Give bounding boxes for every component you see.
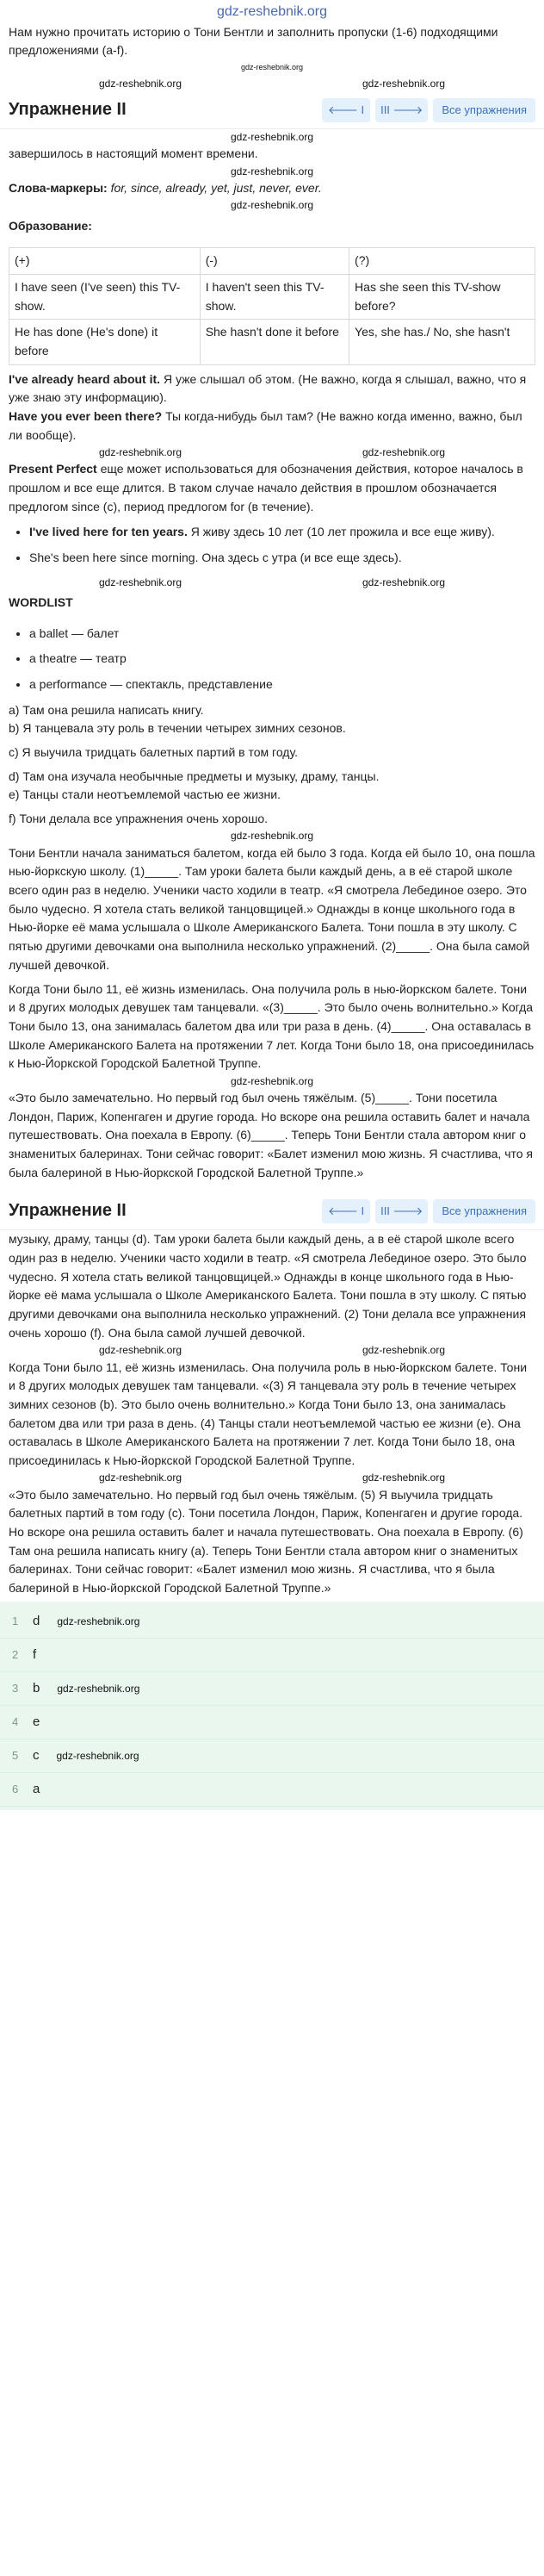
- translation-paragraph-1: музыку, драму, танцы (d). Там уроки балета были каждый день, а в её старой школе всего один раз в неделю. Ученики часто ходили в театр. «Я смотрела Лебединое озеро. Это было чудесно. Я хотела стать великой танцовщицей.» Однажды в конце школьного года в Нью-йорке её мама услышала о Школе Американского Балета. Тони пошла в эту школу. С пятью другими девочками она выполнила несколько упражнений. (2) Тони делала все упражнения очень хорошо (f). Она была самой лучшей девочкой.: [9, 1232, 527, 1340]
- answer-number: 5: [12, 1748, 19, 1762]
- translation-paragraph-2: Когда Тони было 11, её жизнь изменилась. Она получила роль в нью-йоркском балете. Тони и 8 других молодых девушек там танцевали. «(3) Я танцевала эту роль в течение четырех зимних сезонов (b). Это было очень волнительно.» Когда Тони было 13, она занималась балетом два или три раза в день. (4) Танцы стали неотъемлемой частью ее жизни (e). Она оставалась в Школе Американского Балета на протяжении 7 лет. Когда Тони было 18, она присоединилась к Нью-йоркской Городской Балетной Труппе.: [9, 1360, 528, 1467]
- watermark: gdz-reshebnik.org: [57, 1682, 140, 1695]
- table-header-cell: (?): [349, 248, 535, 275]
- answer-number: 3: [12, 1681, 19, 1695]
- wordlist-label: WORDLIST: [9, 594, 73, 609]
- table-row: [9, 320, 535, 364]
- option-c: c) Я выучила тридцать балетных партий в том году.: [9, 744, 298, 759]
- answer-number: 6: [12, 1782, 19, 1795]
- examples-list: [0, 523, 544, 567]
- answer-number: 2: [12, 1647, 19, 1661]
- answer-number: 4: [12, 1714, 19, 1728]
- prev-exercise-button[interactable]: 🡐 I: [322, 1199, 370, 1223]
- formation-label: Образование:: [9, 218, 92, 233]
- pp-bold: Present Perfect: [9, 462, 97, 476]
- watermark: gdz-reshebnik.org: [230, 165, 314, 177]
- bullet-1-text: Я живу здесь 10 лет (10 лет прожила и все еще живу).: [187, 525, 495, 539]
- table-cell: Has she seen this TV-show before?: [349, 274, 535, 319]
- answer-value: b: [33, 1681, 40, 1696]
- bullet-1-bold: I've lived here for ten years.: [29, 525, 188, 539]
- watermark: gdz-reshebnik.org: [362, 576, 446, 588]
- answer-value: a: [33, 1782, 40, 1797]
- watermark: gdz-reshebnik.org: [362, 446, 446, 459]
- option-b: b) Я танцевала эту роль в течении четырех зимних сезонов.: [9, 721, 346, 736]
- grammar-table: [9, 247, 535, 364]
- answer-row: [0, 1739, 544, 1773]
- all-exercises-button[interactable]: Все упражнения: [433, 98, 535, 122]
- exercise-nav: [322, 1199, 535, 1223]
- table-cell: She hasn't done it before: [200, 320, 349, 364]
- watermark: gdz-reshebnik.org: [230, 199, 314, 212]
- example-1: [0, 370, 544, 408]
- watermark: gdz-reshebnik.org: [98, 446, 182, 459]
- exercise-title: Упражнение II: [9, 1201, 127, 1221]
- all-exercises-button[interactable]: Все упражнения: [433, 1199, 535, 1223]
- intro-text: Нам нужно прочитать историю о Тони Бентли и заполнить пропуски (1-6) подходящими предложениями (a-f).: [9, 24, 498, 58]
- watermark: gdz-reshebnik.org: [230, 130, 314, 143]
- watermark: gdz-reshebnik.org: [362, 77, 446, 90]
- answer-row: [0, 1773, 544, 1807]
- option-f: f) Тони делала все упражнения очень хорошо.: [9, 812, 269, 826]
- pp-text: еще может использоваться для обозначения действия, которое началось в прошлом и все еще длится. В таком случае начало действия в прошлом обозначается предлогом since (с), период предлогом for (в течение).: [9, 462, 523, 513]
- present-perfect-paragraph: [0, 460, 544, 516]
- prev-exercise-button[interactable]: 🡐 I: [322, 98, 370, 122]
- list-item: • a theatre — театр: [29, 650, 535, 669]
- answer-row: [0, 1639, 544, 1672]
- watermark: gdz-reshebnik.org: [56, 1749, 139, 1762]
- exercise-header: [0, 91, 544, 129]
- answer-value: d: [33, 1614, 40, 1629]
- watermark: gdz-reshebnik.org: [240, 63, 304, 72]
- watermark: gdz-reshebnik.org: [98, 576, 182, 588]
- answer-number: 1: [12, 1614, 19, 1627]
- watermark: gdz-reshebnik.org: [362, 1472, 446, 1484]
- answer-row: [0, 1605, 544, 1639]
- table-cell: He has done (He's done) it before: [9, 320, 201, 364]
- watermark: gdz-reshebnik.org: [230, 1074, 314, 1087]
- table-cell: I haven't seen this TV-show.: [200, 274, 349, 319]
- watermark: gdz-reshebnik.org: [230, 830, 314, 843]
- markers-text: for, since, already, yet, just, never, ever.: [107, 180, 322, 195]
- grammar-line: завершилось в настоящий момент времени.: [9, 146, 258, 161]
- option-e: e) Танцы стали неотъемлемой частью ее жизни.: [9, 787, 281, 802]
- translation-paragraph-3: «Это было замечательно. Но первый год был очень тяжёлым. (5) Я выучила тридцать балетных партий в том году (c). Тони посетила Лондон, Париж, Копенгаген и другие города. Но вскоре она решила оставить балет и начала путешествовать. Она поехала в Европу. (6) Там она решила написать книгу (a). Теперь Тони Бентли стала автором книг о знаменитых балеринах. Тони сейчас говорит: «Балет изменил мою жизнь. Я счастлива, что я была балериной в Нью-йоркской Городской Балетной Труппе.»: [9, 1487, 523, 1596]
- example-2-bold: Have you ever been there?: [9, 409, 163, 424]
- example-2-text: Ты когда-нибудь был там? (Не важно когда именно, важно, был ли вообще).: [9, 409, 522, 442]
- answers-panel: [0, 1602, 544, 1810]
- markers-label: Слова-маркеры:: [9, 180, 108, 195]
- wordlist: [0, 625, 544, 694]
- markers-line: [0, 179, 544, 198]
- watermark: gdz-reshebnik.org: [98, 1344, 182, 1357]
- answer-row: [0, 1672, 544, 1706]
- list-item: • a ballet — балет: [29, 625, 535, 644]
- table-header-cell: (-): [200, 248, 349, 275]
- option-a: a) Там она решила написать книгу.: [9, 702, 204, 717]
- answer-value: c: [33, 1748, 40, 1764]
- example-1-text: Я уже слышал об этом. (Не важно, когда я слышал, важно, что я уже знаю эту информацию).: [9, 371, 527, 405]
- answer-value: f: [33, 1647, 37, 1663]
- site-watermark: gdz-reshebnik.org: [216, 4, 328, 19]
- example-1-bold: I've already heard about it.: [9, 371, 161, 386]
- list-item: [29, 523, 535, 542]
- exercise-nav: [322, 98, 535, 122]
- list-item: • a performance — спектакль, представление: [29, 675, 535, 694]
- option-d: d) Там она изучала необычные предметы и музыку, драму, танцы.: [9, 768, 380, 783]
- list-item: • She's been here since morning. Она здесь с утра (и все еще здесь).: [29, 549, 535, 568]
- table-header-cell: (+): [9, 248, 201, 275]
- table-cell: Yes, she has./ No, she hasn't: [349, 320, 535, 364]
- story-paragraph-2: Когда Тони было 11, её жизнь изменилась. Она получила роль в нью-йоркском балете. Тони и 8 других молодых девушек там танцевали. «(3)_____. Это было очень волнительно.» Когда Тони было 13, она занималась балетом два или три раза в день. (4)_____. Она оставалась в Школе Американского Балета на протяжении 7 лет. Когда Тони было 18, она присоединилась к Нью-Йоркской Городской Балетной Труппе.: [9, 981, 535, 1071]
- table-cell: I have seen (I've seen) this TV-show.: [9, 274, 201, 319]
- table-row: [9, 274, 535, 319]
- next-exercise-button[interactable]: III 🡒: [375, 1199, 428, 1223]
- watermark: gdz-reshebnik.org: [98, 77, 182, 90]
- next-exercise-button[interactable]: III 🡒: [375, 98, 428, 122]
- story-paragraph-3: «Это было замечательно. Но первый год был очень тяжёлым. (5)_____. Тони посетила Лондон, Париж, Копенгаген и другие города. Но вскоре она решила оставить балет и начала путешествовать. Она поехала в Европу. (6)_____. Теперь Тони Бентли стала автором книг о знаменитых балеринах. Тони сейчас говорит: «Балет изменил мою жизнь. Я счастлива, что я была балериной в Нью-йоркской Городской Балетной Труппе.»: [9, 1090, 534, 1179]
- story-paragraph-1: Тони Бентли начала заниматься балетом, когда ей было 3 года. Когда ей было 10, она пошла нью-йоркскую школу. (1)_____. Там уроки балета были каждый день, а в её старой школе всего один раз в неделю. Ученики часто ходили в театр. «Я смотрела Лебединое озеро. Это было чудесно. Я хотела стать великой танцовщицей.» Однажды в конце школьного года в Нью-йорке её мама услышала о Школе Американского Балета. Тони пошла в эту школу. С пятью другими девочками она выполнила несколько упражнений. (2)_____. Она была самой лучшей девочкой.: [9, 845, 535, 972]
- watermark: gdz-reshebnik.org: [98, 1472, 182, 1484]
- example-2: [0, 408, 544, 445]
- answer-value: e: [33, 1714, 40, 1730]
- table-header-row: [9, 248, 535, 275]
- answer-row: [0, 1706, 544, 1739]
- watermark: gdz-reshebnik.org: [362, 1344, 446, 1357]
- exercise-header-sticky: [0, 1192, 544, 1230]
- exercise-title: Упражнение II: [9, 100, 127, 120]
- watermark: gdz-reshebnik.org: [57, 1615, 140, 1627]
